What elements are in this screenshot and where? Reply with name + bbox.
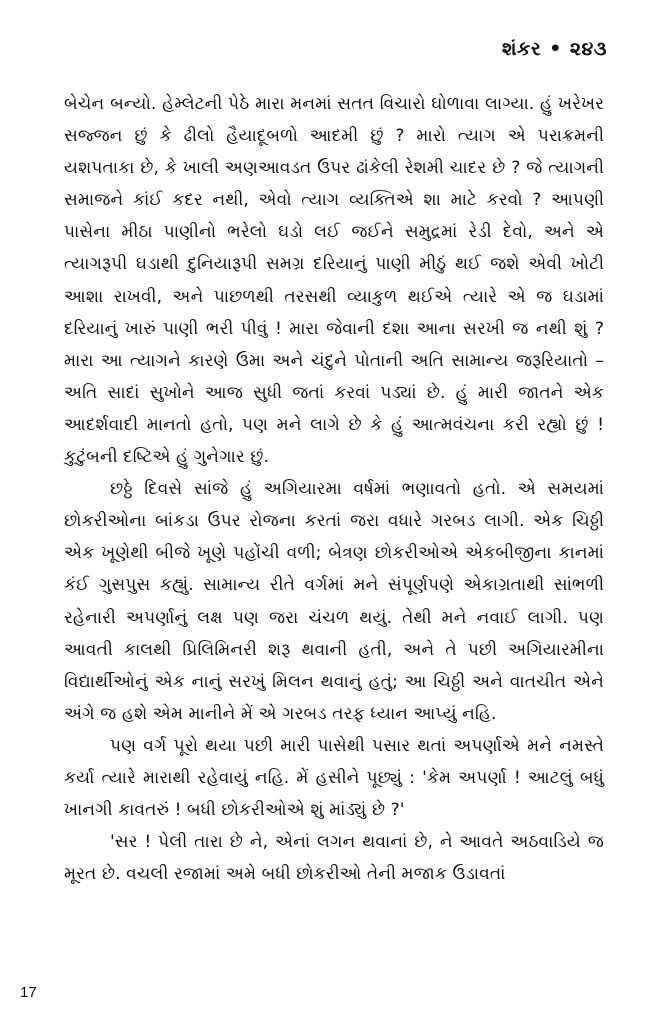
header-title: શંકર bbox=[501, 38, 542, 60]
paragraph-3: પણ વર્ગ પૂરો થયા પછી મારી પાસેથી પસાર થતાં અપર્ણાએ મને નમસ્તે કર્યા ત્યારે મારાથી રહેવાયું નહિ. મેં હસીને પૂછ્યું : 'કેમ અપર્ણા ! આટલું બધું ખાનગી કાવતરું ! બધી છોકરીઓએ શું માંડ્યું છે ?' bbox=[64, 735, 604, 821]
body-text bbox=[64, 88, 604, 890]
header-separator: • bbox=[549, 38, 562, 60]
header-page-number: ૨૪૩ bbox=[569, 38, 607, 60]
paragraph-2: છઠ્ઠે દિવસે સાંજે હું અગિયારમા વર્ષમાં ભણાવતો હતો. એ સમયમાં છોકરીઓના બાંકડા ઉપર રોજના કરતાં જરા વધારે ગરબડ લાગી. એક ચિઠ્ઠી એક ખૂણેથી બીજે ખૂણે પહોંચી વળી; બેત્રણ છોકરીઓએ એકબીજીના કાનમાં કંઈ ગુસપુસ કહ્યું. સામાન્ય રીતે વર્ગમાં મને સંપૂર્ણપણે એકાગ્રતાથી સાંભળી રહેનારી અપર્ણાનું લક્ષ પણ જરા ચંચળ થયું. તેથી મને નવાઈ લાગી. પણ આવતી કાલથી પ્રિલિમિનરી શરૂ થવાની હતી, અને તે પછી અગિયારમીના વિદ્યાર્થીઓનું એક નાનું સરખું મિલન થવાનું હતું; આ ચિઠ્ઠી અને વાતચીત એને અંગે જ હશે એમ માનીને મેં એ ગરબડ તરફ ધ્યાન આપ્યું નહિ. bbox=[64, 479, 604, 724]
footer-page-number: 17 bbox=[20, 984, 37, 1001]
paragraph-4: 'સર ! પેલી તારા છે ને, એનાં લગન થવાનાં છે, ને આવતે અઠવાડિયે જ મૂરત છે. વચલી રજામાં અમે બધી છોકરીઓ તેની મજાક ઉડાવતાં bbox=[64, 832, 604, 885]
paragraph-1: બેચેન બન્યો. હેમ્લેટની પેઠે મારા મનમાં સતત વિચારો ઘોળાવા લાગ્યા. હું ખરેખર સજ્જન છું કે ઢીલો હૈયાદૂબળો આદમી છું ? મારો ત્યાગ એ પરાક્રમની યશપતાકા છે, કે ખાલી અણઆવડત ઉપર ઢાંકેલી રેશમી ચાદર છે ? જે ત્યાગની સમાજને કાંઈ કદર નથી, એવો ત્યાગ વ્યક્તિએ શા માટે કરવો ? આપણી પાસેના મીઠા પાણીનો ભરેલો ઘડો લઈ જઈને સમુદ્રમાં રેડી દેવો, અને એ ત્યાગરૂપી ઘડાથી દુનિયારૂપી સમગ્ર દરિયાનું પાણી મીઠું થઈ જશે એવી ખોટી આશા રાખવી, અને પાછળથી તરસથી વ્યાકુળ થઈએ ત્યારે એ જ ઘડામાં દરિયાનું ખારું પાણી ભરી પીવું ! મારા જેવાની દશા આના સરખી જ નથી શું ? મારા આ ત્યાગને કારણે ઉમા અને ચંદુને પોતાની અતિ સામાન્ય જરૂરિયાતો – અતિ સાદાં સુખોને આજ સુધી જતાં કરવાં પડ્યાં છે. હું મારી જાતને એક આદર્શવાદી માનતો હતો, પણ મને લાગે છે કે હું આત્મવંચના કરી રહ્યો છું ! કુટુંબની દષ્ટિએ હું ગુનેગાર છું. bbox=[64, 94, 604, 468]
running-header bbox=[502, 38, 607, 60]
